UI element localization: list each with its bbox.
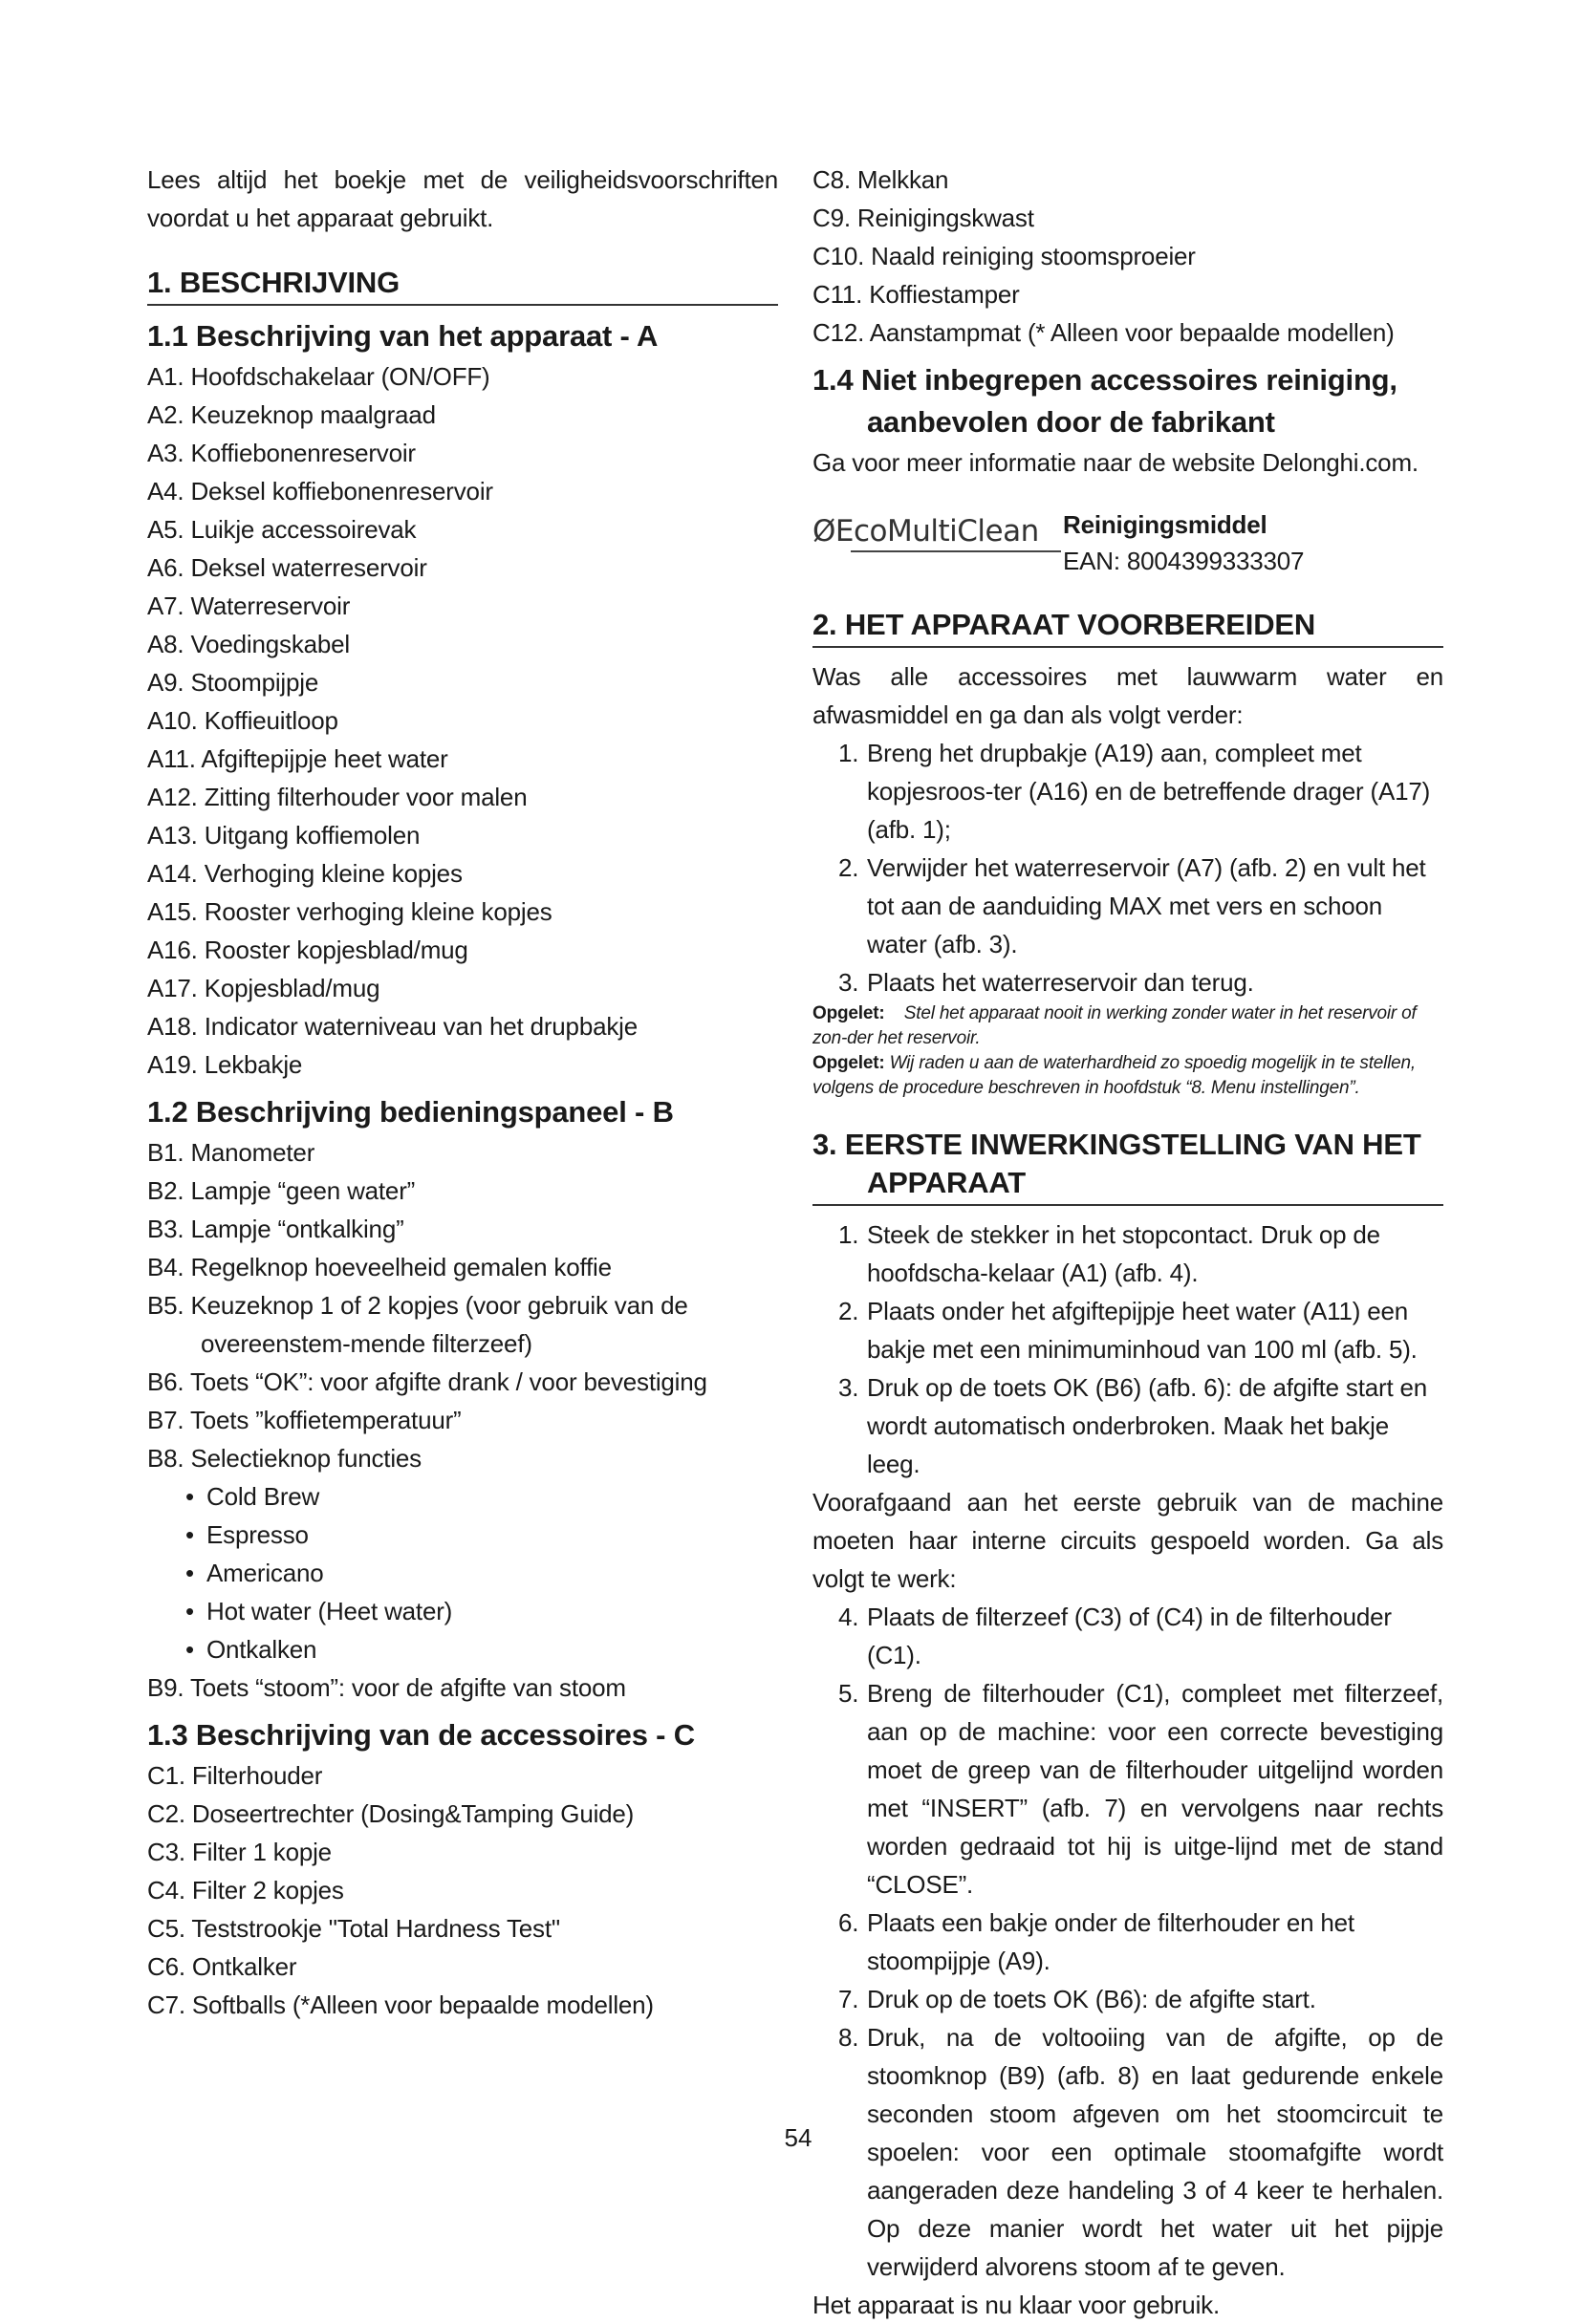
step-item xyxy=(812,734,1443,849)
list-item: C12. Aanstampmat (* Alleen voor bepaalde modellen) xyxy=(812,318,1395,347)
section-3-end-text: Het apparaat is nu klaar voor gebruik. xyxy=(812,2291,1220,2319)
step-number: 2. xyxy=(838,853,859,882)
step-number: 1. xyxy=(838,739,859,767)
step-text: Druk op de toets OK (B6) (afb. 6): de afgifte start en wordt automatisch onderbroken. Maak het bakje leeg. xyxy=(867,1373,1428,1478)
list-item: C6. Ontkalker xyxy=(147,1952,297,1981)
step-text: Breng het drupbakje (A19) aan, compleet met kopjesroos-ter (A16) en de betreffende drager (A17) (afb. 1); xyxy=(867,739,1431,844)
section-1-3-heading: 1.3 Beschrijving van de accessoires - C xyxy=(147,1718,695,1752)
section-1-4-line2: aanbevolen door de fabrikant xyxy=(867,405,1275,439)
step-text: Verwijder het waterreservoir (A7) (afb. 2) en vult het tot aan de aanduiding MAX met vers en schoon water (afb. 3). xyxy=(867,853,1426,958)
section-1-title: BESCHRIJVING xyxy=(179,266,401,299)
function-item: • Espresso xyxy=(185,1516,778,1554)
section-1-number: 1. xyxy=(147,266,172,299)
step-text: Druk, na de voltooiing van de afgifte, op de stoomknop (B9) (afb. 8) en laat gedurende enkele seconden stoom afgeven om het stoomcircuit te spoelen: voor een optimale stoomafgifte wordt aangeraden deze handeling 3 of 4 keer te herhalen. Op deze manier wordt het water uit het pijpje verwijderd alvorens stoom af te geven. xyxy=(867,2023,1443,2281)
step-number: 3. xyxy=(838,1373,859,1402)
list-item: A5. Luikje accessoirevak xyxy=(147,515,417,544)
logo-underline xyxy=(851,550,1061,552)
step-number: 7. xyxy=(838,1985,859,2013)
cleaner-ean: EAN: 8004399333307 xyxy=(1063,547,1305,575)
section-1-2-heading: 1.2 Beschrijving bedieningspaneel - B xyxy=(147,1095,674,1129)
list-item: A6. Deksel waterreservoir xyxy=(147,553,427,582)
step-text: Druk op de toets OK (B6): de afgifte start. xyxy=(867,1985,1316,2013)
step-number: 4. xyxy=(838,1603,859,1631)
step-item xyxy=(812,1598,1443,1674)
intro-text: Lees altijd het boekje met de veiligheidsvoorschriften voordat u het apparaat gebruikt. xyxy=(147,165,778,232)
left-column xyxy=(147,161,778,2024)
list-item: A7. Waterreservoir xyxy=(147,592,351,620)
list-item: A11. Afgiftepijpje heet water xyxy=(147,744,448,773)
step-text: Plaats een bakje onder de filterhouder en het stoompijpje (A9). xyxy=(867,1908,1354,1975)
note-text: Wij raden u aan de waterhardheid zo spoedig mogelijk in te stellen, volgens de procedure beschreven in hoofdstuk “8. Menu instellingen”. xyxy=(812,1053,1416,1098)
list-item: C1. Filterhouder xyxy=(147,1761,323,1790)
b9-list xyxy=(147,1668,778,1707)
c-items-list-right xyxy=(812,161,1443,352)
note-1 xyxy=(812,1001,1443,1051)
b5-code: B5. xyxy=(147,1291,184,1320)
right-column xyxy=(812,161,1443,2324)
list-item: C5. Teststrookje "Total Hardness Test" xyxy=(147,1914,560,1943)
step-item xyxy=(812,2018,1443,2286)
section-1-1-heading: 1.1 Beschrijving van het apparaat - A xyxy=(147,319,659,353)
list-item: A16. Rooster kopjesblad/mug xyxy=(147,936,468,964)
logo-text: EcoMultiClean xyxy=(834,514,1039,549)
list-item: A1. Hoofdschakelaar (ON/OFF) xyxy=(147,362,490,391)
list-item: A3. Koffiebonenreservoir xyxy=(147,439,416,467)
step-number: 3. xyxy=(838,968,859,997)
step-text: Plaats de filterzeef (C3) of (C4) in de filterhouder (C1). xyxy=(867,1603,1392,1669)
section-2-intro: Was alle accessoires met lauwwarm water en afwasmiddel en ga dan als volgt verder: xyxy=(812,662,1443,729)
section-3-line1: 3. EERSTE INWERKINGSTELLING VAN HET xyxy=(812,1128,1421,1161)
list-item: A15. Rooster verhoging kleine kopjes xyxy=(147,897,552,926)
c-items-list-left xyxy=(147,1756,778,2024)
cleaner-label: Reinigingsmiddel xyxy=(1063,510,1267,539)
section-3-line2: APPARAAT xyxy=(867,1166,1027,1199)
section-3-middle-text: Voorafgaand aan het eerste gebruik van de machine moeten haar interne circuits gespoeld worden. Ga als volgt te werk: xyxy=(812,1488,1443,1593)
ecomulticlean-logo xyxy=(812,512,1039,550)
cleaner-product xyxy=(812,506,1443,583)
list-item-b5 xyxy=(147,1286,778,1363)
list-item: C10. Naald reiniging stoomsproeier xyxy=(812,242,1196,270)
list-item: B1. Manometer xyxy=(147,1138,315,1167)
list-item: C8. Melkkan xyxy=(812,165,949,194)
section-3-steps-b xyxy=(812,1598,1443,2286)
list-item: C7. Softballs (*Alleen voor bepaalde modellen) xyxy=(147,1990,654,2019)
step-item xyxy=(812,1292,1443,1368)
a-items-list xyxy=(147,357,778,1084)
list-item: A18. Indicator waterniveau van het drupbakje xyxy=(147,1012,638,1041)
list-item: C2. Doseertrechter (Dosing&Tamping Guide) xyxy=(147,1799,635,1828)
page-number: 54 xyxy=(784,2123,812,2152)
note-label: Opgelet: xyxy=(812,1003,885,1023)
list-item: C9. Reinigingskwast xyxy=(812,204,1034,232)
b-items-list xyxy=(147,1133,778,1477)
section-2-steps xyxy=(812,734,1443,1001)
list-item: B2. Lampje “geen water” xyxy=(147,1176,416,1205)
list-item: A14. Verhoging kleine kopjes xyxy=(147,859,463,888)
step-number: 5. xyxy=(838,1679,859,1708)
list-item: B8. Selectieknop functies xyxy=(147,1444,422,1473)
step-item xyxy=(812,849,1443,963)
leaf-icon: Ø xyxy=(812,514,835,549)
list-item: B6. Toets “OK”: voor afgifte drank / voor bevestiging xyxy=(147,1367,707,1396)
step-item xyxy=(812,1368,1443,1483)
note-text: Stel het apparaat nooit in werking zonder water in het reservoir of zon-der het reservoir. xyxy=(812,1003,1417,1048)
list-item: A19. Lekbakje xyxy=(147,1050,303,1079)
note-2 xyxy=(812,1051,1443,1101)
list-item: A17. Kopjesblad/mug xyxy=(147,974,380,1002)
list-item: A4. Deksel koffiebonenreservoir xyxy=(147,477,493,506)
step-text: Steek de stekker in het stopcontact. Druk op de hoofdscha-kelaar (A1) (afb. 4). xyxy=(867,1220,1380,1287)
list-item: B3. Lampje “ontkalking” xyxy=(147,1215,404,1243)
list-item: A10. Koffieuitloop xyxy=(147,706,338,735)
step-number: 8. xyxy=(838,2023,859,2052)
section-2-heading: 2. HET APPARAAT VOORBEREIDEN xyxy=(812,606,1443,648)
step-number: 1. xyxy=(838,1220,859,1249)
step-item xyxy=(812,1904,1443,1980)
section-1-4-heading xyxy=(812,359,1443,443)
section-1-heading xyxy=(147,264,778,306)
list-item: C3. Filter 1 kopje xyxy=(147,1838,332,1866)
note-label: Opgelet: xyxy=(812,1053,885,1073)
list-item: C11. Koffiestamper xyxy=(812,280,1020,309)
step-text: Plaats onder het afgiftepijpje heet water (A11) een bakje met een minimuminhoud van 100 ml (afb. 5). xyxy=(867,1297,1418,1364)
list-item: A12. Zitting filterhouder voor malen xyxy=(147,783,528,811)
section-1-4-line1: 1.4 Niet inbegrepen accessoires reiniging, xyxy=(812,363,1397,397)
step-item xyxy=(812,1980,1443,2018)
step-number: 6. xyxy=(838,1908,859,1937)
section-1-4-text: Ga voor meer informatie naar de website Delonghi.com. xyxy=(812,448,1419,477)
step-item xyxy=(812,963,1443,1001)
list-item: A8. Voedingskabel xyxy=(147,630,350,658)
list-item: C4. Filter 2 kopjes xyxy=(147,1876,344,1904)
section-3-steps-a xyxy=(812,1216,1443,1483)
cleaner-info xyxy=(1063,506,1304,579)
b8-functions-list xyxy=(147,1477,778,1668)
list-item: B4. Regelknop hoeveelheid gemalen koffie xyxy=(147,1253,612,1281)
list-item: A2. Keuzeknop maalgraad xyxy=(147,400,436,429)
step-item xyxy=(812,1674,1443,1904)
step-text: Breng de filterhouder (C1), compleet met filterzeef, aan op de machine: voor een correcte bevestiging moet de greep van de filterhouder uitgelijnd worden met “INSERT” (afb. 7) en vervolgens naar rechts worden gedraaid tot hij is uitge-lijnd met de stand “CLOSE”. xyxy=(867,1679,1443,1899)
step-item xyxy=(812,1216,1443,1292)
function-item: • Cold Brew xyxy=(185,1477,778,1516)
function-item: • Americano xyxy=(185,1554,778,1592)
function-item: • Hot water (Heet water) xyxy=(185,1592,778,1630)
function-item: • Ontkalken xyxy=(185,1630,778,1668)
list-item: B7. Toets ”koffietemperatuur” xyxy=(147,1406,462,1434)
list-item: B9. Toets “stoom”: voor de afgifte van stoom xyxy=(147,1673,626,1702)
b5-text: Keuzeknop 1 of 2 kopjes (voor gebruik van de overeenstem-mende filterzeef) xyxy=(190,1291,688,1358)
section-3-heading xyxy=(812,1126,1443,1206)
step-text: Plaats het waterreservoir dan terug. xyxy=(867,968,1254,997)
step-number: 2. xyxy=(838,1297,859,1325)
list-item: A9. Stoompijpje xyxy=(147,668,319,697)
list-item: A13. Uitgang koffiemolen xyxy=(147,821,421,850)
